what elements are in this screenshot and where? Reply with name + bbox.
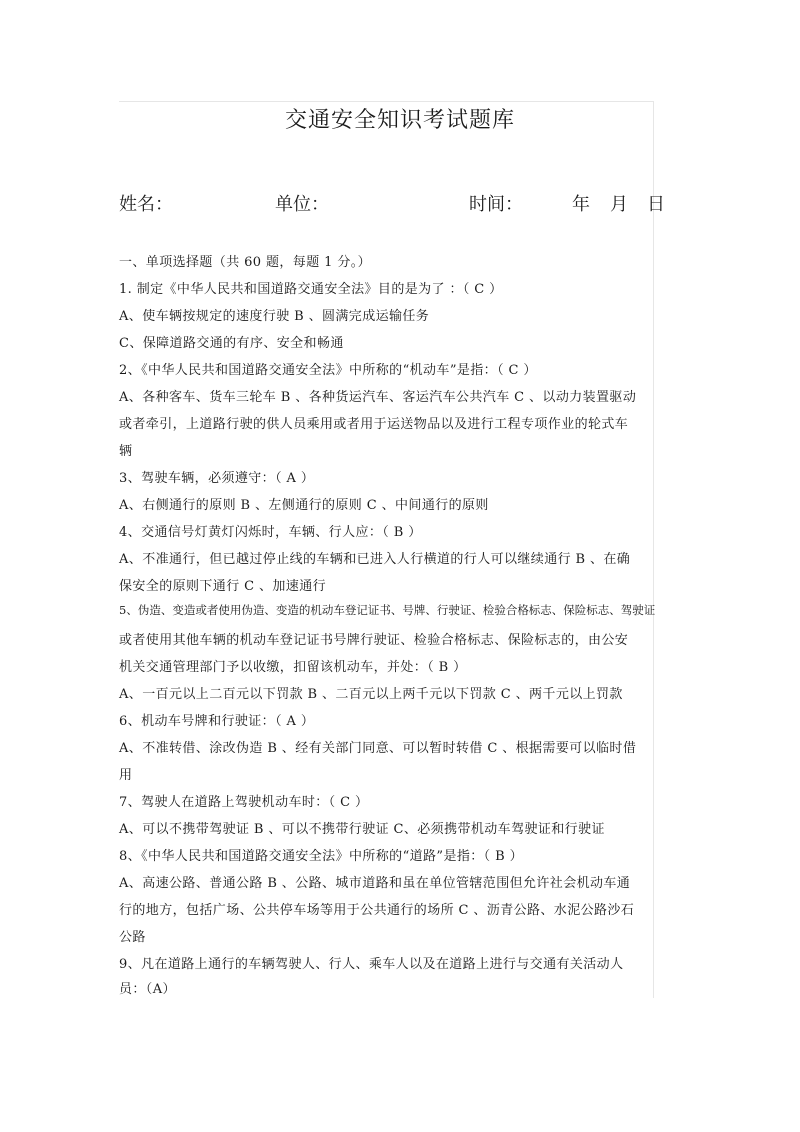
question-1-options-cont: C、保障道路交通的有序、安全和畅通 xyxy=(119,336,344,351)
question-5: 5、伪造、变造或者使用伪造、变造的机动车登记证书、号牌、行驶证、检验合格标志、保险标志、驾驶证 xyxy=(119,603,656,617)
question-8-options: A、高速公路、普通公路 B 、公路、城市道路和虽在单位管辖范围但允许社会机动车通 xyxy=(119,876,631,891)
question-9-cont: 员：（A） xyxy=(119,982,176,997)
time-label: 时间： xyxy=(469,194,523,215)
question-7-options: A、可以不携带驾驶证 B 、可以不携带行驶证 C、必须携带机动车驾驶证和行驶证 xyxy=(119,822,605,837)
question-2-options-cont: 辆 xyxy=(119,444,133,459)
page-title: 交通安全知识考试题库 xyxy=(284,108,515,133)
unit-label: 单位： xyxy=(275,194,329,215)
name-label: 姓名： xyxy=(119,194,173,215)
question-7: 7、驾驶人在道路上驾驶机动车时：（ C ） xyxy=(119,795,369,810)
question-4-options: A、不准通行，但已越过停止线的车辆和已进入人行横道的行人可以继续通行 B 、在确 xyxy=(119,552,631,567)
question-4-options-cont: 保安全的原则下通行 C 、加速通行 xyxy=(119,579,327,594)
question-2: 2、《中华人民共和国道路交通安全法》中所称的“机动车”是指：（ C ） xyxy=(119,363,537,378)
day-label: 日 xyxy=(647,194,665,215)
question-1: 1. 制定《中华人民共和国道路交通安全法》目的是为了 ：（ C ） xyxy=(119,282,503,297)
month-label: 月 xyxy=(610,194,628,215)
question-9: 9、凡在道路上通行的车辆驾驶人、行人、乘车人以及在道路上进行与交通有关活动人 xyxy=(119,957,624,972)
question-8-options-cont: 行的地方，包括广场、公共停车场等用于公共通行的场所 C 、沥青公路、水泥公路沙石 xyxy=(119,903,635,918)
question-8-options-cont: 公路 xyxy=(119,930,146,945)
question-3: 3、驾驶车辆，必须遵守：（ A ） xyxy=(119,471,315,486)
question-5-cont: 或者使用其他车辆的机动车登记证书号牌行驶证、检验合格标志、保险标志的，由公安 xyxy=(119,633,629,648)
question-5-options: A、一百元以上二百元以下罚款 B 、二百元以上两千元以下罚款 C 、两千元以上罚款 xyxy=(119,687,623,702)
question-1-options: A、使车辆按规定的速度行驶 B 、圆满完成运输任务 xyxy=(119,309,430,324)
question-6-options-cont: 用 xyxy=(119,768,133,783)
question-6: 6、机动车号牌和行驶证：（ A ） xyxy=(119,714,315,729)
year-label: 年 xyxy=(572,194,590,215)
question-4: 4、交通信号灯黄灯闪烁时，车辆、行人应：（ B ） xyxy=(119,525,422,540)
section-heading: 一、单项选择题（共 60 题，每题 1 分。） xyxy=(119,255,372,270)
question-2-options-cont: 或者牵引，上道路行驶的供人员乘用或者用于运送物品以及进行工程专项作业的轮式车 xyxy=(119,417,629,432)
question-6-options: A、不准转借、涂改伪造 B 、经有关部门同意、可以暂时转借 C 、根据需要可以临时借 xyxy=(119,741,637,756)
question-2-options: A、各种客车、货车三轮车 B 、各种货运汽车、客运汽车公共汽车 C 、以动力装置驱动 xyxy=(119,390,637,405)
question-8: 8、《中华人民共和国道路交通安全法》中所称的“道路”是指：（ B ） xyxy=(119,849,523,864)
question-3-options: A、右侧通行的原则 B 、左侧通行的原则 C 、中间通行的原则 xyxy=(119,498,489,513)
question-5-cont: 机关交通管理部门予以收缴，扣留该机动车，并处：（ B ） xyxy=(119,660,467,675)
